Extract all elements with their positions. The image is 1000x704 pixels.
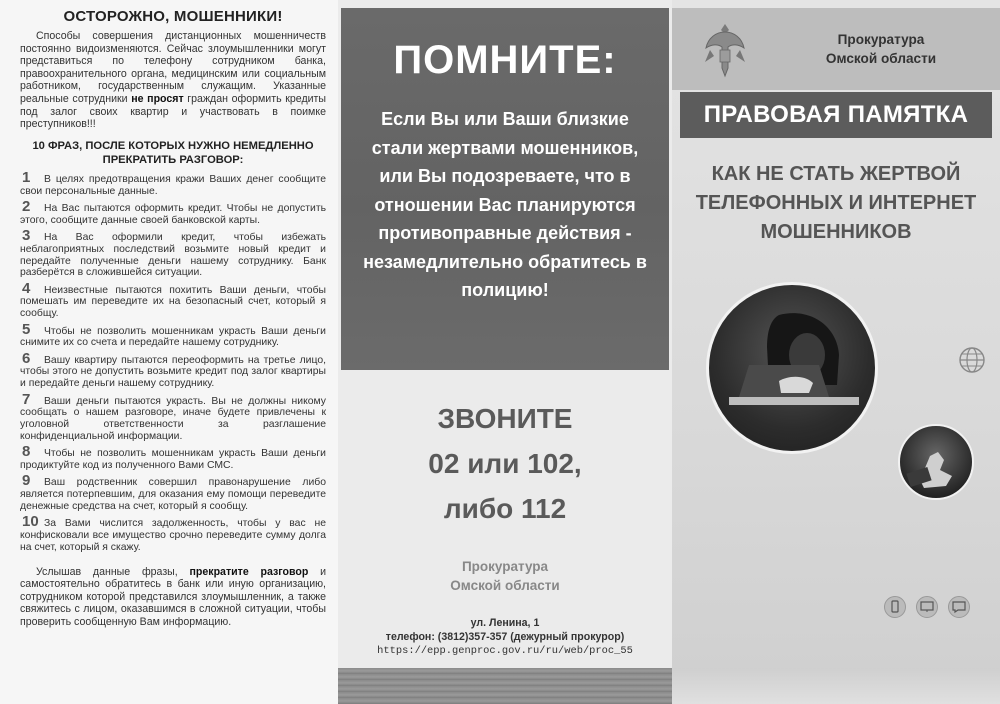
middle-panel [338,0,672,704]
outro-bold: прекратите разговор [189,565,309,578]
phrase-item [20,390,326,443]
org-line-1: Прокуратура [461,559,549,574]
phrase-item [20,226,326,279]
phrase-text: Ваши деньги пытаются украсть. Вы не должны никому сообщать о нашем разговоре, иначе будете привлечены к уголовной ответственности за разглашение конфиденциальной информации. [20,395,326,442]
phrase-item [20,443,326,472]
scan-artifact-band [338,668,672,704]
howto-line-3: МОШЕННИКОВ [760,221,912,243]
phone: телефон: (3812)357-357 (дежурный прокурор) [385,631,625,643]
chat-icon [948,596,970,618]
howto-line-1: КАК НЕ СТАТЬ ЖЕРТВОЙ [711,163,961,185]
website-link[interactable]: https://epp.genproc.gov.ru/ru/web/proc_55 [377,645,633,657]
outro-text: Услышав данные фразы, [36,565,190,578]
phone-icon [884,596,906,618]
phrase-item [20,279,326,320]
phrase-text: Неизвестные пытаются похитить Ваши деньги, чтобы помешать им переведите их на безопасный счет, который я сообщу. [20,284,326,320]
intro-text: Способы совершения дистанционных мошенничеств постоянно видоизменяются. Сейчас злоумышленники могут представиться по телефону сотрудником банка, правоохранительного органа, медицинским или социальным работником, государственным служащим. Указанные реальные сотрудники [20,30,326,105]
top-banner [672,8,1000,90]
howto-title [672,160,1000,247]
howto-line-2: ТЕЛЕФОННЫХ И ИНТЕРНЕТ [695,192,977,214]
phrase-text: На Вас оформили кредит, чтобы избежать неблагоприятных последствий возьмите новый кредит и передайте полученные деньги нашему сотруднику. Банк разберётся в сложившейся ситуации. [20,231,326,279]
org-top-line-1: Прокуратура [837,32,925,47]
phrase-number: 9 [22,472,31,490]
phrase-number: 4 [22,279,31,297]
phrase-text: Вашу квартиру пытаются переоформить на третье лицо, чтобы этого не допустить возьмите кредит под залог квартиры и передайте деньги нашему сотруднику. [20,354,326,390]
phrase-item [20,513,326,553]
remember-box [341,8,669,370]
left-panel [0,0,338,704]
hooded-hacker-icon [709,285,875,451]
phrase-number: 5 [22,320,31,338]
phrases-subtitle: 10 ФРАЗ, ПОСЛЕ КОТОРЫХ НУЖНО НЕМЕДЛЕННО ПРЕКРАТИТЬ РАЗГОВОР: [32,139,314,166]
intro-text-end: граждан оформить кредиты под залог своих квартир и участвовать в поимке преступников!!! [20,92,327,131]
right-panel [672,0,1000,704]
phrase-number: 7 [22,390,31,408]
phrase-text: На Вас пытаются оформить кредит. Чтобы не допустить этого, сообщите данные своей банковской карты. [20,202,326,226]
intro-bold: не просят [131,92,184,105]
hacker-illustration [706,282,878,454]
remember-heading: ПОМНИТЕ: [393,38,617,82]
phrase-text: Чтобы не позволить мошенникам украсть Ваши деньги снимите их со счета и передайте нашему сотруднику. [20,325,326,349]
call-numbers [338,396,672,531]
phrase-text: В целях предотвращения кражи Ваших денег сообщите свои персональные данные. [20,173,326,197]
hand-illustration [898,424,974,500]
call-line-3: либо 112 [443,493,567,524]
phrase-text: Чтобы не позволить мошенникам украсть Ваши деньги продиктуйте код из полученного Вами СМС. [20,448,326,471]
monitor-icon [916,596,938,618]
call-line-2: 02 или 102, [428,448,582,479]
eagle-emblem-icon [702,20,748,80]
prosecutor-office-name [338,557,672,595]
remember-text: Если Вы или Ваши близкие стали жертвами мошенников, или Вы подозреваете, что в отношении Вас планируются противоправные действия - незамедлительно обратитесь в полицию! [363,109,647,300]
phrase-number: 6 [22,349,31,367]
phrase-number: 2 [22,197,31,215]
globe-icon [958,346,986,374]
phrase-text: За Вами числится задолженность, чтобы у вас не конфисковали все имущество срочно переведите сумму долга на счет, который я скажу. [20,518,326,553]
phrase-item [20,349,326,390]
phrase-number: 8 [22,443,31,461]
phrase-item [20,320,326,350]
phrase-item [20,197,326,227]
intro-paragraph [20,30,326,131]
phrase-item [20,168,326,198]
hand-icon [900,426,972,498]
legal-memo-title: ПРАВОВАЯ ПАМЯТКА [680,92,992,138]
org-name-top [796,30,966,68]
address: ул. Ленина, 1 [470,617,540,629]
phrase-number: 3 [22,226,31,244]
org-line-2: Омской области [450,578,560,593]
contact-icons [884,596,984,620]
outro-paragraph [20,566,326,629]
call-line-1: ЗВОНИТЕ [437,403,573,434]
bottom-strip [672,668,1000,704]
outro-text-end: и самостоятельно обратитесь в банк или иную организацию, сотрудником которой представился злоумышленник, а также свяжитесь с лицом, оказавшимся в сложной ситуации, чтобы проверить сообщенную Вам информацию. [20,565,326,628]
phrase-number: 1 [22,168,31,186]
phrases-list [20,168,326,554]
phrase-item [20,472,326,512]
org-top-line-2: Омской области [825,51,937,66]
phrase-text: Ваш родственник совершил правонарушение либо является потерпевшим, для оказания ему помощи переведите денежные средства на счет, который я сообщу. [20,477,326,512]
contact-block [338,616,672,658]
phrase-number: 10 [22,513,39,531]
warning-title: ОСТОРОЖНО, МОШЕННИКИ! [63,8,283,25]
